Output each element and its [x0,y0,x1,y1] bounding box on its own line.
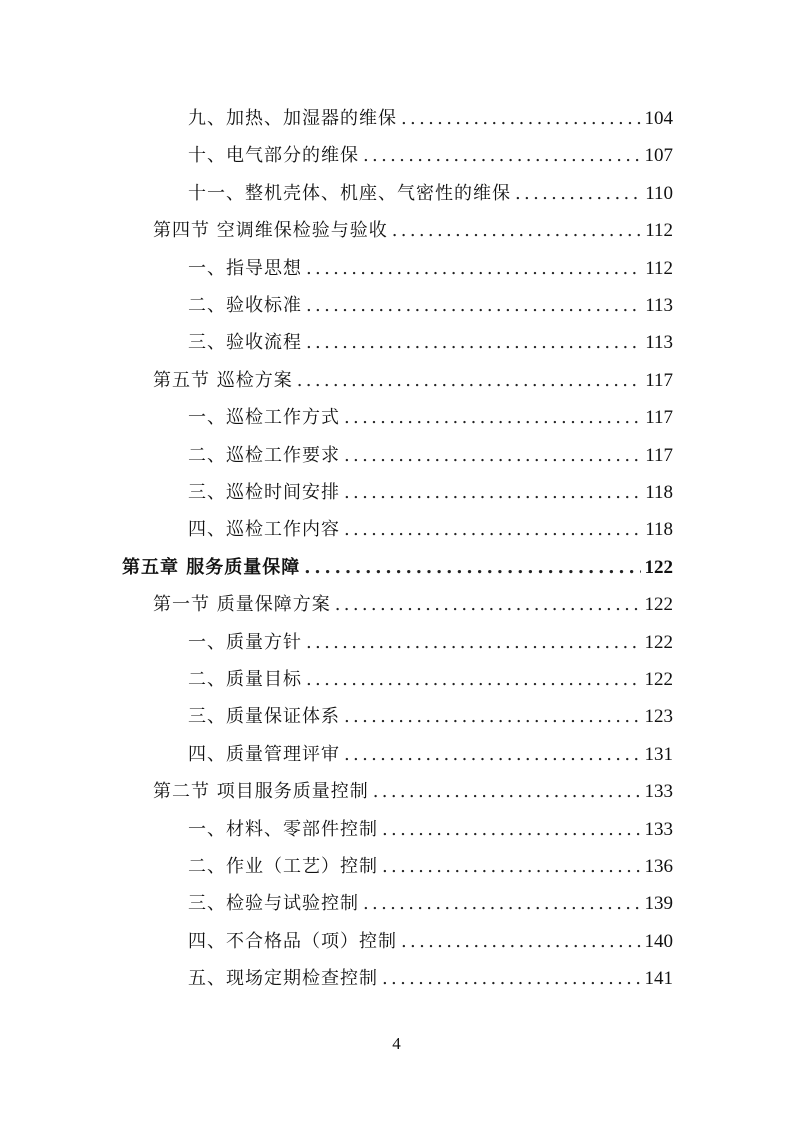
toc-entry-page: 113 [645,295,673,316]
toc-entry-title: 九、加热、加湿器的维保 [188,108,397,129]
toc-entry-title: 三、巡检时间安排 [188,482,340,503]
toc-entry-title: 二、质量目标 [188,669,302,690]
dot-leader [304,549,640,586]
toc-entry-page: 117 [645,407,673,429]
toc-entry-page: 122 [644,631,673,653]
toc-entry-page: 104 [644,108,673,129]
dot-leader [382,960,641,997]
dot-leader [306,624,641,661]
toc-entry[interactable] [188,511,673,548]
toc-entry-title: 第五节 巡检方案 [153,369,293,391]
toc-entry-title: 十一、整机壳体、机座、气密性的维保 [188,182,511,204]
toc-entry-page: 131 [644,743,673,765]
toc-entry-page: 122 [644,669,673,690]
toc-entry[interactable] [188,661,673,698]
dot-leader [344,736,641,773]
page-number: 4 [392,1034,401,1053]
dot-leader [344,474,641,511]
toc-entry-page: 107 [644,145,673,167]
toc-entry-page: 141 [644,968,673,990]
dot-leader [373,773,641,810]
dot-leader [344,437,641,474]
toc-entry-title: 一、材料、零部件控制 [188,818,378,840]
toc-entry-title: 一、质量方针 [188,631,302,653]
toc-entry[interactable] [153,773,673,810]
toc-entry[interactable] [188,885,673,922]
toc-entry[interactable] [188,960,673,997]
toc-entry-page: 122 [644,594,673,616]
dot-leader [363,885,641,922]
dot-leader [401,923,641,960]
dot-leader [306,661,641,698]
toc-entry[interactable] [188,175,673,212]
toc-entry-title: 三、检验与试验控制 [188,893,359,915]
toc-entry-title: 三、质量保证体系 [188,706,340,728]
toc-entry-page: 118 [645,519,673,541]
toc-entry-title: 四、巡检工作内容 [188,519,340,541]
toc-entry[interactable] [153,362,673,399]
toc-entry-page: 140 [644,930,673,952]
dot-leader [392,212,641,249]
toc-entry-page: 133 [644,781,673,803]
toc-entry-page: 139 [644,893,673,915]
toc-entry[interactable] [188,698,673,735]
toc-entry-title: 三、验收流程 [188,332,302,354]
toc-entry[interactable] [122,549,673,586]
toc-entry-page: 117 [645,444,673,466]
toc-entry-title: 第二节 项目服务质量控制 [153,781,369,803]
toc-entry[interactable] [188,100,673,137]
toc-entry[interactable] [188,736,673,773]
dot-leader [515,175,641,212]
toc-entry-title: 四、不合格品（项）控制 [188,930,397,952]
toc-entry-title: 十、电气部分的维保 [188,145,359,167]
toc-entry-title: 第一节 质量保障方案 [153,594,331,616]
dot-leader [363,137,641,174]
toc-entry-page: 117 [645,369,673,391]
toc-entry-title: 一、指导思想 [188,257,302,279]
toc-entry-page: 118 [645,482,673,503]
dot-leader [335,586,641,623]
dot-leader [344,399,641,436]
toc-entry-title: 二、作业（工艺）控制 [188,856,378,877]
toc-entry[interactable] [188,399,673,436]
dot-leader [401,100,641,137]
toc-entry[interactable] [188,324,673,361]
toc-entry-page: 112 [645,220,673,242]
toc-entry[interactable] [188,137,673,174]
dot-leader [306,287,641,324]
dot-leader [306,250,641,287]
toc-entry-page: 122 [644,556,673,578]
toc-entry[interactable] [188,437,673,474]
toc-entry-page: 112 [645,257,673,279]
toc-entry[interactable] [188,250,673,287]
toc-entry-page: 113 [645,332,673,354]
toc-entry-page: 136 [644,856,673,877]
toc-entry[interactable] [188,474,673,511]
dot-leader [306,324,641,361]
toc-entry-title: 一、巡检工作方式 [188,407,340,429]
toc-entry[interactable] [188,848,673,885]
toc-entry-page: 110 [645,182,673,204]
toc-entry[interactable] [188,811,673,848]
dot-leader [297,362,641,399]
dot-leader [344,698,641,735]
toc-entry[interactable] [153,212,673,249]
toc-entry[interactable] [153,586,673,623]
toc-entry[interactable] [188,624,673,661]
toc-entry-title: 第五章 服务质量保障 [122,556,301,578]
dot-leader [344,511,641,548]
toc-entry-page: 133 [644,818,673,840]
dot-leader [382,811,641,848]
toc-entry-title: 第四节 空调维保检验与验收 [153,220,388,242]
toc-entry[interactable] [188,923,673,960]
toc-entry[interactable] [188,287,673,324]
toc-entry-title: 四、质量管理评审 [188,743,340,765]
dot-leader [382,848,641,885]
toc-entry-page: 123 [644,706,673,728]
toc-entry-title: 五、现场定期检查控制 [188,968,378,990]
toc-entry-title: 二、巡检工作要求 [188,444,340,466]
toc-entry-title: 二、验收标准 [188,295,302,316]
